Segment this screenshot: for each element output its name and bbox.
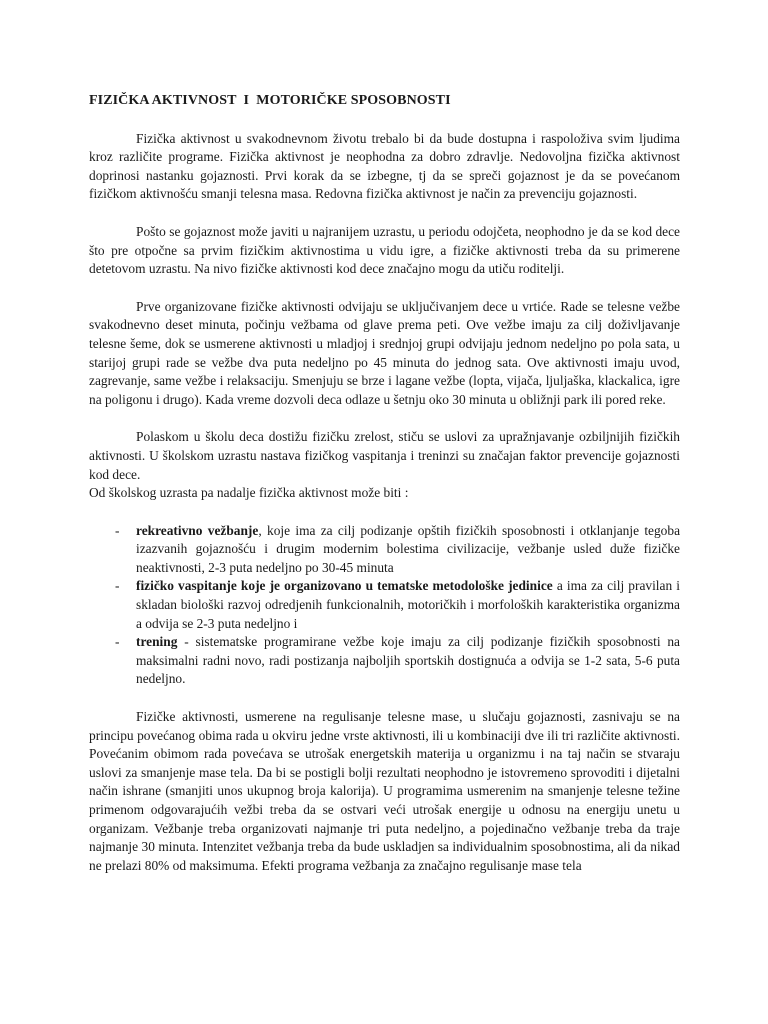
list-item-text: - sistematske programirane vežbe koje imaju za cilj podizanje fizičkih sposobnosti na maksimalni radni novo, radi postizanja najboljih sportskih dostignuća a odvija se 1-2 sata, 5-6 puta nedeljno. bbox=[136, 634, 680, 687]
document-title: FIZIČKA AKTIVNOST I MOTORIČKE SPOSOBNOSTI bbox=[89, 93, 451, 108]
list-dash: - bbox=[115, 634, 120, 650]
paragraph-physical-activity: Fizička aktivnost u svakodnevnom životu trebalo bi da bude dostupna i raspoloživa svim ljudima kroz različite programe. Fizička aktivnost je neophodna za dobro zdravlje. Nedovoljna fizička aktivnost doprinosi nastanku gojaznosti. Prvi korak da se izbegne, tj da se spreči gojaznost je da se povećanom fizičkom aktivnošću smanji telesna masa. Redovna fizička aktivnost je način za prevenciju gojaznosti. bbox=[89, 130, 680, 202]
list-item-text: a ima za cilj pravilan i skladan biološki razvoj odredjenih funkcionalnih, motoričkih i morfoloških karakteristika organizma a odvija se 2-3 puta nedeljno i bbox=[136, 578, 680, 631]
list-item bbox=[89, 633, 680, 689]
list-dash: - bbox=[115, 522, 120, 538]
paragraph-early-age: Pošto se gojaznost može javiti u najranijem uzrastu, u periodu odojčeta, neophodno je da se kod dece što pre otpočne sa prvim fizičkim aktivnostima u vidu igre, a fizičke aktivnosti treba da su primerene detetovom uzrastu. Na nivo fizičke aktivnosti kod dece značajno mogu da utiču roditelji. bbox=[89, 223, 680, 277]
list-item bbox=[89, 522, 680, 578]
list-item-term: fizičko vaspitanje koje je organizovano u tematske metodološke jedinice bbox=[136, 578, 553, 594]
list-dash: - bbox=[115, 578, 120, 594]
paragraph-weight-regulation: Fizičke aktivnosti, usmerene na regulisanje telesne mase, u slučaju gojaznosti, zasnivaju se na principu povećanog obima rada u okviru jedne vrste aktivnosti, ili u kombinaciji dve ili tri različite aktivnosti. Povećanim obimom rada povećava se utrošak energetskih materija u organizmu i na taj način se stvaraju uslovi za smanjenje mase tela. Da bi se postigli bolji rezultati neophodno je istovremeno sprovoditi i dijetalni način ishrane (smanjiti unos ukupnog broja kalorija). U programima usmerenim na smanjenje telesne težine primenom odgovarajućih vežbi treba da se ostvari veći utrošak energije u odnosu na energiju unetu u organizam. Vežbanje treba organizovati najmanje tri puta nedeljno, a pojedinačno vežbanje treba da traje najmanje 30 minuta. Intenzitet vežbanja treba da bude uskladjen sa individualnim sposobnostima, ali da nikad ne prelazi 80% od maksimuma. Efekti programa vežbanja za značajno regulisanje mase tela bbox=[89, 709, 680, 873]
list-intro: Od školskog uzrasta pa nadalje fizička aktivnost može biti : bbox=[89, 485, 409, 501]
paragraph-school: Polaskom u školu deca dostižu fizičku zrelost, stiču se uslovi za upražnjavanje ozbiljnijih fizičkih aktivnosti. U školskom uzrastu nastava fizičkog vaspitanja i treninzi su značajan faktor prevencije gojaznosti kod dece. bbox=[89, 429, 680, 482]
activity-types-list bbox=[89, 522, 680, 689]
list-item bbox=[89, 577, 680, 633]
paragraph-kindergarten: Prve organizovane fizičke aktivnosti odvijaju se uključivanjem dece u vrtiće. Rade se telesne vežbe svakodnevno deset minuta, počinju vežbama od glave prema peti. Ove vežbe imaju za cilj doživljavanje telesne šeme, dok se usmerene aktivnosti u mladjoj i srednjoj grupi odvijaju jednom nedeljno po pola sata, u starijoj grupi rade se vežbe dva puta nedeljno po 45 minuta do jednog sata. Ove aktivnosti imaju uvod, zagrevanje, same vežbe i relaksaciju. Smenjuju se brze i lagane vežbe (lopta, vijača, ljuljaška, klackalica, igre na poligonu i drugo). Kada vreme dozvoli deca odlaze u šetnju oko 30 minuta u obližnji park ili pored reke. bbox=[89, 298, 680, 407]
list-item-term: trening bbox=[136, 634, 178, 650]
list-item-text: , koje ima za cilj podizanje opštih fizičkih sposobnosti i otklanjanje tegoba izazvanih gojaznošću i drugim modernim bolestima civilizacije, vežbanje usled duže fizičke neaktivnosti, 2-3 puta nedeljno po 30-45 minuta bbox=[136, 522, 681, 575]
document-page bbox=[89, 92, 680, 894]
list-item-term: rekreativno vežbanje bbox=[136, 522, 259, 538]
